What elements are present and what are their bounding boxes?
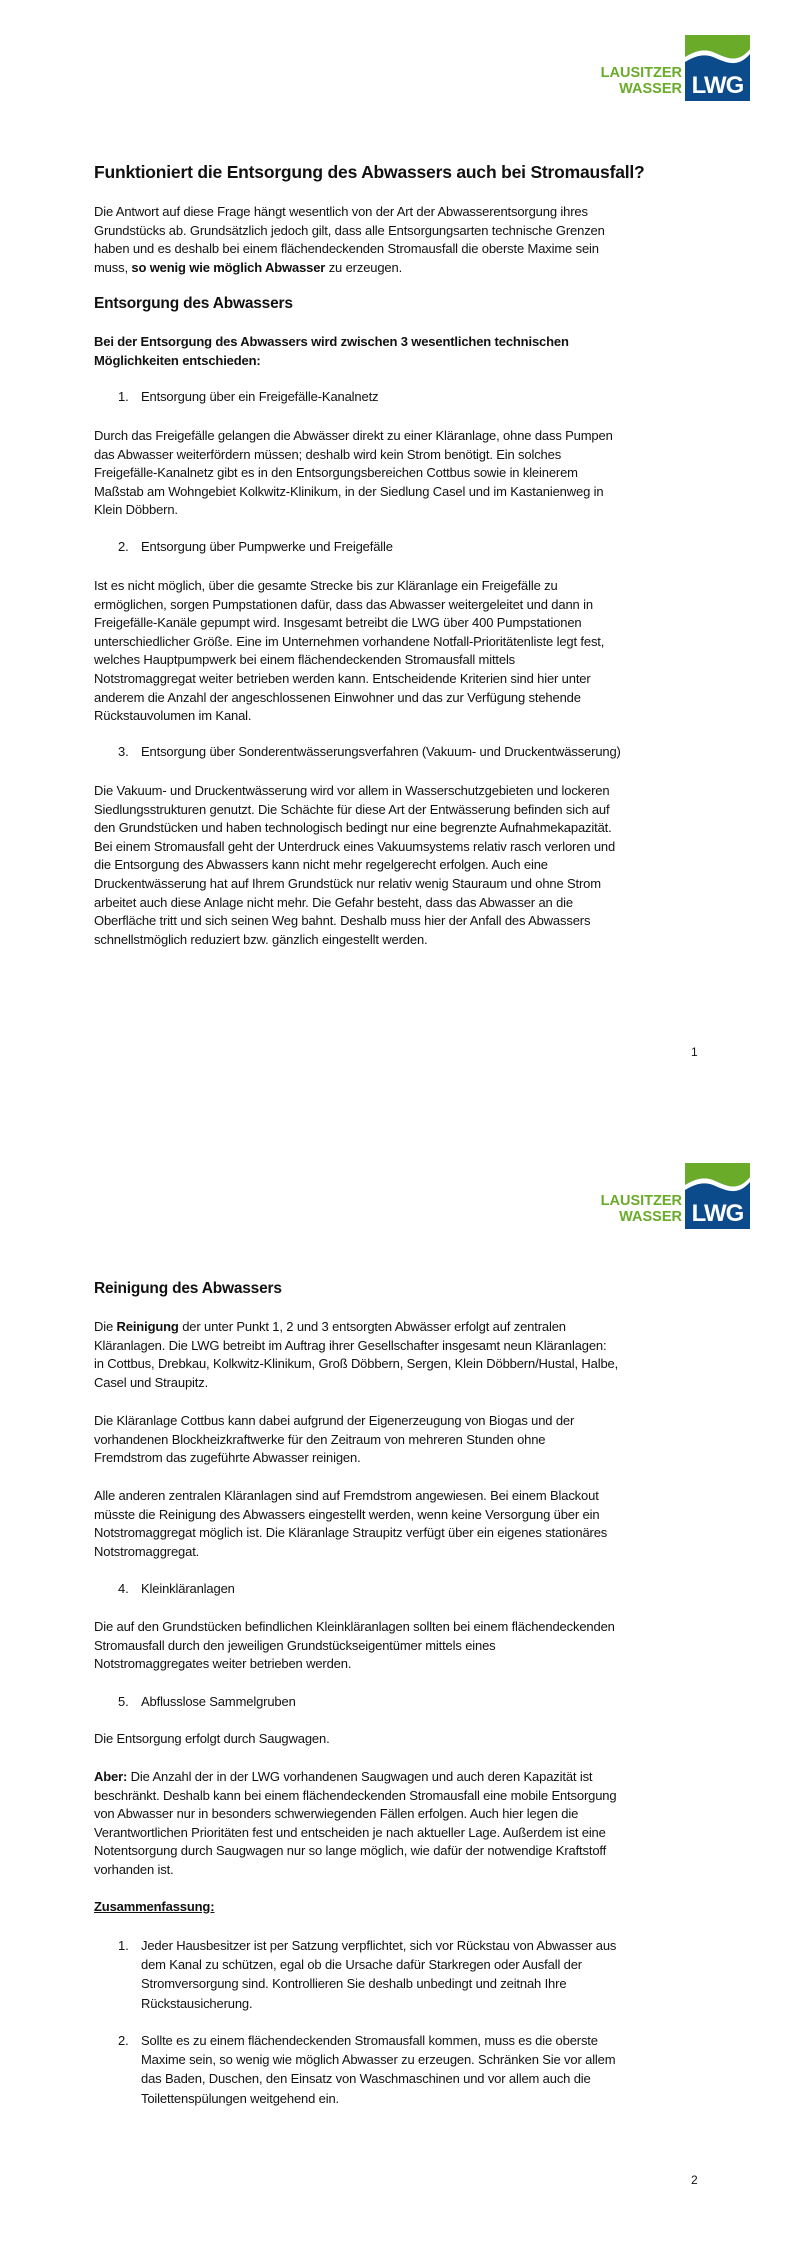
list-label: Entsorgung über ein Freigefälle-Kanalnetz — [141, 389, 379, 404]
para-line: Notentsorgung durch Saugwagen nur so lange möglich, wie dafür der notwendige Kraftstoff — [94, 1843, 607, 1859]
intro-text: zu erzeugen. — [325, 259, 403, 275]
para-line: Maxime sein, so wenig wie möglich Abwasser zu erzeugen. Schränken Sie vor allem — [141, 2052, 616, 2068]
para-line: Stromversorgung sind. Kontrollieren Sie deshalb unbedingt und zeitnah Ihre — [141, 1976, 567, 1992]
item-4-paragraph — [94, 1618, 714, 1674]
lead-paragraph — [94, 333, 714, 370]
para-line: Maßstab am Wohngebiet Kolkwitz-Klinikum, in der Siedlung Casel und im Kastanienweg in — [94, 483, 604, 499]
para-line: Freigefälle-Kanalnetz gibt es in den Entsorgungsbereichen Cottbus sowie in kleinerem — [94, 465, 578, 481]
para-emphasis: Aber: — [94, 1769, 128, 1784]
para-line: Rückstauvolumen im Kanal. — [94, 708, 252, 724]
intro-emphasis: so wenig wie möglich Abwasser — [131, 259, 326, 275]
logo-mark-text: LWG — [691, 72, 744, 99]
para-line: Klein Döbbern. — [94, 502, 178, 518]
para-line: Die auf den Grundstücken befindlichen Kleinkläranlagen sollten bei einem flächendeckenden — [94, 1619, 615, 1634]
logo-word-line2: WASSER — [619, 1209, 682, 1225]
para-line: die Entsorgung des Abwassers kann nicht mehr regelgerecht erfolgen. Auch eine — [94, 857, 548, 873]
list-number: 4. — [118, 1581, 129, 1596]
page-title: Funktioniert die Entsorgung des Abwassers auch bei Stromausfall? — [94, 162, 645, 182]
list-label: Kleinkläranlagen — [141, 1581, 235, 1596]
para-emphasis: Reinigung — [116, 1319, 179, 1334]
para-line: Die Entsorgung erfolgt durch Saugwagen. — [94, 1731, 330, 1746]
list-number: 2. — [118, 2033, 129, 2048]
list-label: Abflusslose Sammelgruben — [141, 1694, 296, 1709]
logo-word-line1: LAUSITZER — [600, 65, 682, 81]
para-line — [94, 1318, 714, 1337]
para-line: Notstromaggregates weiter betrieben werden. — [94, 1656, 352, 1672]
para-line: das Baden, Duschen, den Einsatz von Waschmaschinen und vor allem auch die — [141, 2071, 591, 2087]
para-line: dem Kanal zu schützen, egal ob die Ursache dafür Starkregen oder Ausfall der — [141, 1957, 582, 1973]
company-logo — [592, 35, 752, 101]
section-heading-reinigung: Reinigung des Abwassers — [94, 1280, 282, 1297]
para-line: anderem die Anzahl der angeschlossenen Einwohner und das zur Verfügung stehende — [94, 689, 581, 705]
para-text: der unter Punkt 1, 2 und 3 entsorgten Abwässer erfolgt auf zentralen — [178, 1319, 566, 1334]
page-number: 2 — [691, 2173, 698, 2187]
intro-paragraph — [94, 203, 714, 277]
para-line: Freigefälle-Kanäle gepumpt wird. Insgesamt betreibt die LWG über 400 Pumpstationen — [94, 615, 582, 631]
reinigung-paragraph-3 — [94, 1487, 714, 1561]
para-line: in Cottbus, Drebkau, Kolkwitz-Klinikum, Groß Döbbern, Sergen, Klein Döbbern/Hustal, Halbe, — [94, 1356, 619, 1372]
para-line: Bei einem Stromausfall geht der Unterdruck eines Vakuumsystems relativ rasch verloren und — [94, 838, 616, 854]
item-3-paragraph — [94, 782, 714, 949]
summary-body — [141, 1936, 616, 2013]
lwg-mark-icon — [685, 35, 750, 101]
para-text: Die — [94, 1319, 117, 1334]
logo-word-line2: WASSER — [619, 81, 682, 97]
para-line: Notstromaggregat. — [94, 1543, 200, 1559]
para-line: Casel und Straupitz. — [94, 1374, 209, 1390]
para-line: Notstromaggregat weiter betrieben werden kann. Entscheidende Kriterien sind hier unter — [94, 670, 591, 686]
list-number: 2. — [118, 539, 129, 554]
summary-heading: Zusammenfassung: — [94, 1899, 215, 1914]
para-line: Notstromaggregat möglich ist. Die Kläranlage Straupitz verfügt über ein eigenes stationäres — [94, 1525, 608, 1541]
aber-paragraph — [94, 1768, 714, 1880]
para-line: schnellstmöglich reduziert bzw. gänzlich eingestellt werden. — [94, 931, 428, 947]
list-label: Entsorgung über Sonderentwässerungsverfahren (Vakuum- und Druckentwässerung) — [141, 744, 621, 759]
intro-line: haben und es deshalb bei einem flächendeckenden Stromausfall die oberste Maxime sein — [94, 241, 599, 257]
lwg-mark-icon — [685, 1163, 750, 1229]
para-line: Stromausfall durch den jeweiligen Grundstückseigentümer mittels eines — [94, 1637, 496, 1653]
para-line: Druckentwässerung hat auf Ihrem Grundstück nur relativ wenig Stauraum und ohne Strom — [94, 875, 601, 891]
summary-body — [141, 2031, 615, 2108]
section-heading-entsorgung: Entsorgung des Abwassers — [94, 295, 293, 312]
para-line: den Grundstücken und haben technologisch bedingt nur eine begrenzte Aufnahmekapazität. — [94, 820, 612, 836]
company-logo — [592, 1163, 752, 1229]
intro-line: Grundstücks ab. Grundsätzlich jedoch gilt, dass alle Entsorgungsarten technische Grenzen — [94, 222, 605, 238]
item-5-paragraph — [94, 1730, 714, 1749]
para-line: Sollte es zu einem flächendeckenden Stromausfall kommen, muss es die oberste — [141, 2033, 598, 2048]
para-line: Toilettenspülungen weitgehend ein. — [141, 2090, 339, 2106]
para-line: Rückstausicherung. — [141, 1995, 253, 2011]
para-text: Die Anzahl der in der LWG vorhandenen Saugwagen und auch deren Kapazität ist — [127, 1769, 593, 1784]
list-number: 1. — [118, 389, 129, 404]
list-number: 3. — [118, 744, 129, 759]
lead-line: Möglichkeiten entschieden: — [94, 352, 261, 368]
para-line: Siedlungsstrukturen genutzt. Die Schächte für diese Art der Entwässerung befinden sich auf — [94, 801, 610, 817]
para-line: das Abwasser weiterfördern müssen; deshalb wird kein Strom benötigt. Ein solches — [94, 446, 562, 462]
list-number: 5. — [118, 1694, 129, 1709]
para-line: Ist es nicht möglich, über die gesamte Strecke bis zur Kläranlage ein Freigefälle zu — [94, 578, 558, 593]
para-line — [94, 1768, 714, 1787]
reinigung-paragraph-1 — [94, 1318, 714, 1392]
intro-text: muss, — [94, 259, 132, 275]
para-line: Verantwortlichen Prioritäten fest und entscheiden je nach aktueller Lage. Außerdem ist eine — [94, 1824, 606, 1840]
list-label: Entsorgung über Pumpwerke und Freigefälle — [141, 539, 393, 554]
para-line: vorhandenen Blockheizkraftwerke für den Zeitraum von mehreren Stunden ohne — [94, 1431, 546, 1447]
para-line: vorhanden ist. — [94, 1861, 174, 1877]
page-2 — [0, 1128, 794, 2251]
lead-line: Bei der Entsorgung des Abwassers wird zwischen 3 wesentlichen technischen — [94, 334, 569, 349]
logo-word-line1: LAUSITZER — [600, 1193, 682, 1209]
para-line: arbeitet auch diese Anlage nicht mehr. Die Gefahr besteht, dass das Abwasser an die — [94, 894, 573, 910]
para-line: Jeder Hausbesitzer ist per Satzung verpflichtet, sich vor Rückstau von Abwasser aus — [141, 1938, 617, 1953]
para-line: beschränkt. Deshalb kann bei einem flächendeckenden Stromausfall eine mobile Entsorgung — [94, 1787, 617, 1803]
para-line: Die Kläranlage Cottbus kann dabei aufgrund der Eigenerzeugung von Biogas und der — [94, 1413, 575, 1428]
para-line: ermöglichen, sorgen Pumpstationen dafür, dass das Abwasser weitergeleitet und dann in — [94, 596, 593, 612]
item-2-paragraph — [94, 577, 714, 726]
para-line: Durch das Freigefälle gelangen die Abwässer direkt zu einer Kläranlage, ohne dass Pumpen — [94, 428, 613, 443]
intro-line-last — [94, 259, 714, 278]
para-line: müsste die Reinigung des Abwassers eingestellt werden, wenn keine Versorgung über ein — [94, 1506, 600, 1522]
list-number: 1. — [118, 1938, 129, 1953]
para-line: Oberfläche tritt und sich seinen Weg bahnt. Deshalb muss hier der Anfall des Abwassers — [94, 913, 591, 929]
intro-line: Die Antwort auf diese Frage hängt wesentlich von der Art der Abwasserentsorgung ihres — [94, 204, 588, 219]
para-line: Die Vakuum- und Druckentwässerung wird vor allem in Wasserschutzgebieten und lockeren — [94, 783, 610, 798]
para-line: Alle anderen zentralen Kläranlagen sind auf Fremdstrom angewiesen. Bei einem Blackout — [94, 1488, 599, 1503]
para-line: von Abwasser nur in besonders schwerwiegenden Fällen erfolgen. Auch hier legen die — [94, 1806, 579, 1822]
para-line: unterschiedlicher Größe. Eine im Unternehmen vorhandene Notfall-Prioritätenliste legt fest, — [94, 633, 605, 649]
reinigung-paragraph-2 — [94, 1412, 714, 1468]
page-1 — [0, 0, 794, 1100]
logo-mark-text: LWG — [691, 1200, 744, 1227]
item-1-paragraph — [94, 427, 714, 520]
para-line: Fremdstrom das zugeführte Abwasser reinigen. — [94, 1450, 361, 1466]
para-line: welches Hauptpumpwerk bei einem flächendeckenden Stromausfall mittels — [94, 652, 516, 668]
para-line: Kläranlagen. Die LWG betreibt im Auftrag ihrer Gesellschafter insgesamt neun Kläranlagen: — [94, 1337, 607, 1353]
page-number: 1 — [691, 1045, 698, 1059]
summary-heading-wrap — [94, 1898, 714, 1917]
